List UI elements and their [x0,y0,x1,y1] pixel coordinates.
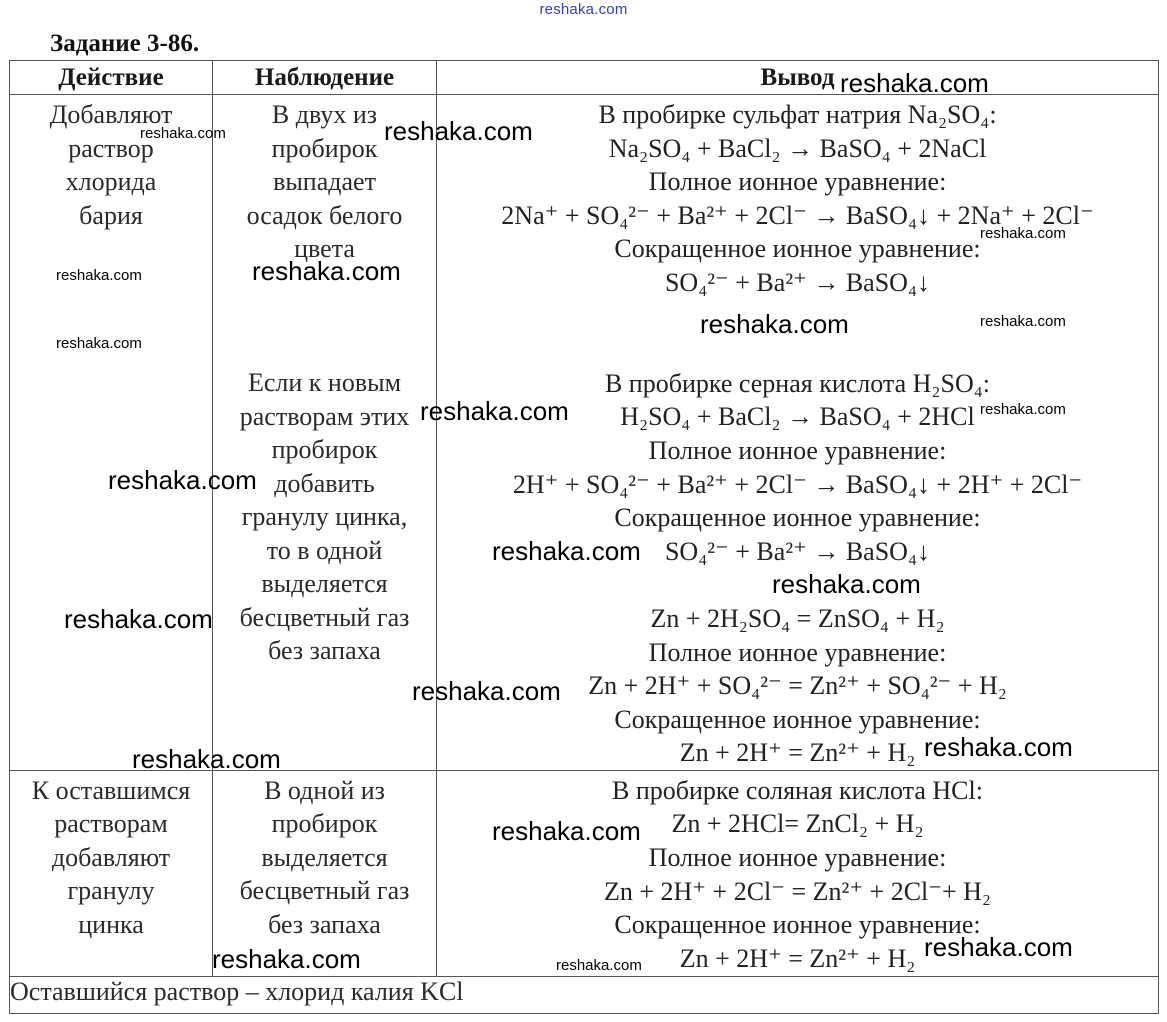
equation-line: SO₄²⁻ + Ba²⁺ → BaSO₄↓ [664,267,931,297]
equation-line: Полное ионное уравнение: [648,435,947,465]
watermark: reshaka.com [772,569,921,599]
watermark: reshaka.com [140,125,226,142]
equation-line: В пробирке соляная кислота HCl: [612,775,983,805]
cell-line: гранулу [67,876,155,906]
equation-line: Na₂SO₄ + BaCl₂ → BaSO₄ + 2NaCl [608,133,987,163]
watermark: reshaka.com [840,68,989,98]
watermark: reshaka.com [556,957,642,974]
equation-line: В пробирке сульфат натрия Na₂SO₄: [598,100,997,129]
cell-line: Если к новым [247,368,402,398]
site-link[interactable]: reshaka.com [539,1,628,18]
watermark: reshaka.com [924,932,1073,962]
equation-line: Полное ионное уравнение: [648,843,947,873]
footer-text: Оставшийся раствор – хлорид калия KCl [10,976,1159,1013]
equation-line: Zn + 2H⁺ = Zn²⁺ + H₂ [679,943,916,973]
cell-line: выпадает [273,167,376,196]
equation-line: В пробирке серная кислота H₂SO₄: [604,368,991,398]
cell-line: без запаха [268,636,381,666]
cell-line: осадок белого [246,200,403,230]
cell-line: пробирок [271,133,378,163]
cell-line: пробирок [271,809,378,839]
watermark: reshaka.com [980,401,1066,418]
header-action: Действие [10,61,213,95]
cell-line: гранулу цинка, [241,502,408,532]
action-cell [10,770,213,976]
cell-line: добавляют [51,842,171,872]
watermark: reshaka.com [56,335,142,352]
watermark: reshaka.com [252,256,401,286]
equation-line: Zn + 2H₂SO₄ = ZnSO₄ + H₂ [650,603,945,633]
cell-line: цинка [78,909,144,939]
cell-line: то в одной [266,535,383,565]
cell-line: добавить [274,468,375,498]
watermark: reshaka.com [492,536,641,566]
action-cell [10,95,213,771]
watermark: reshaka.com [412,676,561,706]
cell-line: бесцветный газ [239,876,410,906]
equation-line: Сокращенное ионное уравнение: [614,503,981,533]
cell-line: выделяется [261,569,388,599]
watermark: reshaka.com [924,732,1073,762]
task-title: Задание 3-86. [50,30,200,57]
equation-line: Сокращенное ионное уравнение: [614,234,981,264]
equation-line: Zn + 2HCl= ZnCl₂ + H₂ [671,809,924,839]
cell-line: Добавляют [49,100,173,129]
equation-line: Полное ионное уравнение: [648,637,947,667]
watermark: reshaka.com [700,309,849,339]
cell-line: хлорида [65,167,157,196]
equation-line: 2Na⁺ + SO₄²⁻ + Ba²⁺ + 2Cl⁻ → BaSO₄↓ + 2Na⁺ + 2Cl⁻ [501,200,1094,230]
equation-line: SO₄²⁻ + Ba²⁺ → BaSO₄↓ [664,536,931,566]
observation-cell [213,95,437,771]
equation-line: 2H⁺ + SO₄²⁻ + Ba²⁺ + 2Cl⁻ → BaSO₄↓ + 2H⁺ + 2Cl⁻ [512,469,1083,499]
cell-line: К оставшимся [31,775,191,805]
cell-line: В одной из [264,775,385,805]
footer-row [10,976,1159,1013]
header-conclusion: Вывод [437,61,1159,95]
equation-line: Zn + 2H⁺ + SO₄²⁻ = Zn²⁺ + SO₄²⁻ + H₂ [588,671,1007,701]
equation-line: Сокращенное ионное уравнение: [614,910,981,940]
watermark: reshaka.com [108,465,257,495]
equation-line: Zn + 2H⁺ = Zn²⁺ + H₂ [679,738,916,768]
watermark: reshaka.com [980,313,1066,330]
header-observation: Наблюдение [213,61,437,95]
equation-line: Сокращенное ионное уравнение: [614,704,981,734]
watermark: reshaka.com [132,744,281,774]
cell-line: бария [79,200,143,230]
cell-line: без запаха [268,909,381,939]
cell-line: выделяется [261,842,388,872]
watermark: reshaka.com [384,116,533,146]
watermark: reshaka.com [980,225,1066,242]
cell-line: растворам этих [239,401,410,431]
table-row [10,95,1159,771]
equation-line: Zn + 2H⁺ + 2Cl⁻ = Zn²⁺ + 2Cl⁻+ H₂ [603,876,992,906]
watermark: reshaka.com [64,604,213,634]
cell-line: бесцветный газ [239,602,410,632]
cell-line: растворам [54,809,168,839]
watermark: reshaka.com [212,944,361,974]
cell-line: В двух из [271,100,378,129]
watermark: reshaka.com [56,267,142,284]
watermark: reshaka.com [492,816,641,846]
equation-line: H₂SO₄ + BaCl₂ → BaSO₄ + 2HCl [620,402,975,432]
conclusion-cell [437,95,1159,771]
equation-line: Полное ионное уравнение: [648,167,947,197]
cell-line: цвета [294,234,355,263]
cell-line: пробирок [271,435,378,465]
watermark: reshaka.com [420,396,569,426]
cell-line: раствор [68,133,154,163]
